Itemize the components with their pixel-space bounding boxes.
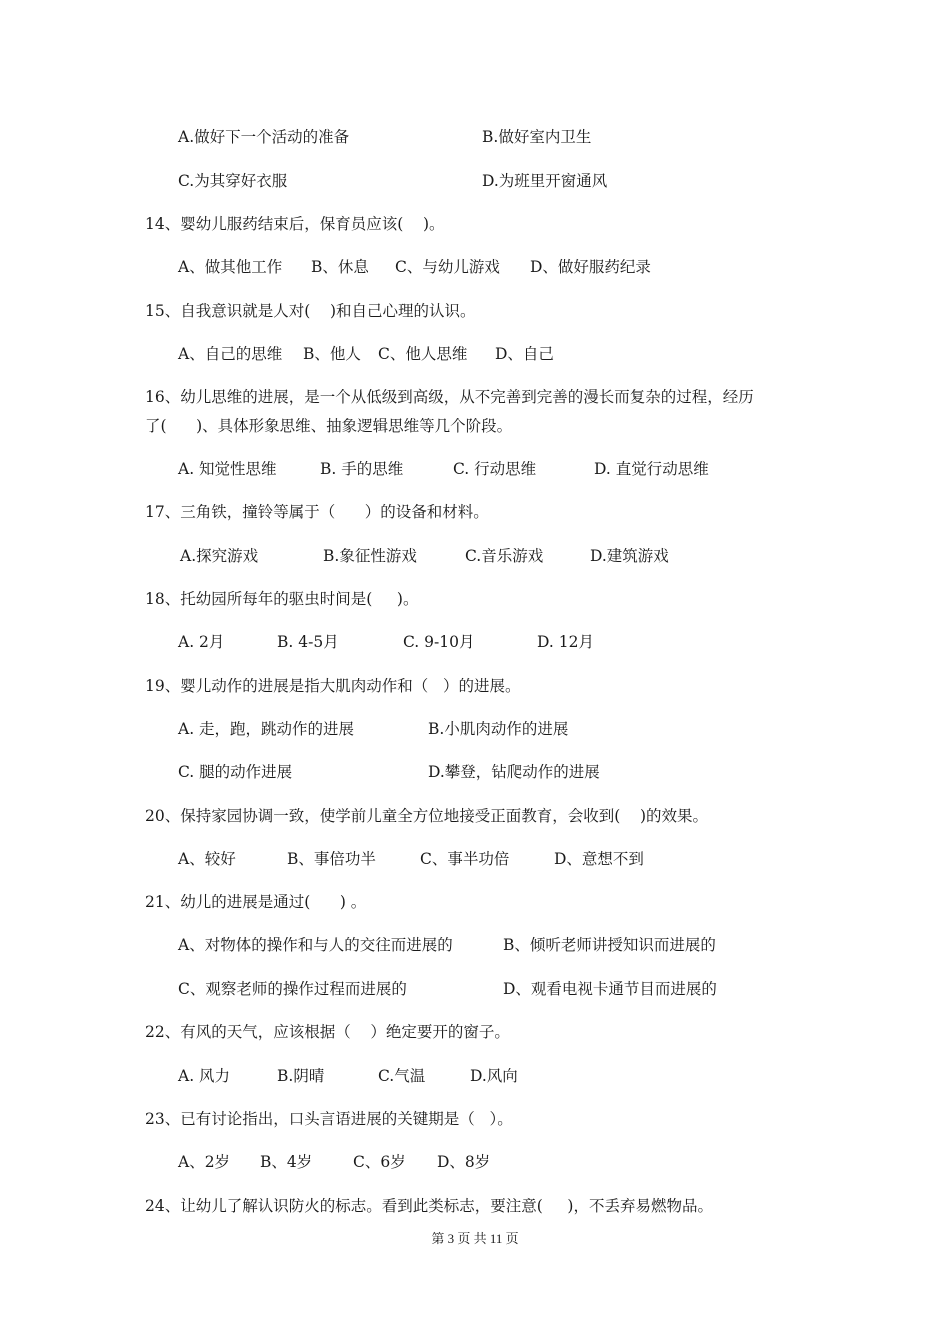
q15-option-d: D、自己 xyxy=(495,345,554,363)
q21-option-d: D、观看电视卡通节目而进展的 xyxy=(503,980,717,998)
page-footer: 第 3 页 共 11 页 xyxy=(431,1231,519,1246)
q16-option-b: B. 手的思维 xyxy=(320,460,404,478)
q18-option-d: D. 12月 xyxy=(537,633,594,651)
q16-option-d: D. 直觉行动思维 xyxy=(594,460,709,478)
q15-option-b: B、他人 xyxy=(303,345,361,363)
q18-option-a: A. 2月 xyxy=(178,633,225,651)
q21-option-b: B、倾听老师讲授知识而进展的 xyxy=(503,936,716,954)
question-18: 18、托幼园所每年的驱虫时间是( )。 xyxy=(145,590,419,608)
q18-option-c: C. 9-10月 xyxy=(403,633,475,651)
q19-option-c: C. 腿的动作进展 xyxy=(178,763,293,781)
q21-option-a: A、对物体的操作和与人的交往而进展的 xyxy=(178,936,453,954)
q22-option-a: A. 风力 xyxy=(178,1067,231,1085)
q22-option-b: B.阴晴 xyxy=(277,1067,325,1085)
q23-option-c: C、6岁 xyxy=(353,1153,406,1171)
q19-option-a: A. 走，跑，跳动作的进展 xyxy=(178,720,355,738)
question-16-line-2: 了( )、具体形象思维、抽象逻辑思维等几个阶段。 xyxy=(145,417,513,435)
q14-option-b: B、休息 xyxy=(311,258,369,276)
q15-option-a: A、自己的思维 xyxy=(178,345,283,363)
q22-option-c: C.气温 xyxy=(378,1067,426,1085)
q23-option-d: D、8岁 xyxy=(437,1153,491,1171)
q15-option-c: C、他人思维 xyxy=(378,345,468,363)
q17-option-d: D.建筑游戏 xyxy=(590,547,669,565)
question-21: 21、幼儿的进展是通过( ) 。 xyxy=(145,893,367,911)
question-20: 20、保持家园协调一致，使学前儿童全方位地接受正面教育，会收到( )的效果。 xyxy=(145,807,709,825)
q16-option-c: C. 行动思维 xyxy=(453,460,537,478)
q17-option-b: B.象征性游戏 xyxy=(323,547,417,565)
q17-option-c: C.音乐游戏 xyxy=(465,547,544,565)
question-16-line-1: 16、幼儿思维的进展，是一个从低级到高级，从不完善到完善的漫长而复杂的过程，经历 xyxy=(145,388,754,406)
q20-option-b: B、事倍功半 xyxy=(287,850,376,868)
q20-option-d: D、意想不到 xyxy=(554,850,644,868)
q23-option-a: A、2岁 xyxy=(178,1153,231,1171)
question-22: 22、有风的天气，应该根据（ ）绝定要开的窗子。 xyxy=(145,1023,510,1041)
question-19: 19、婴儿动作的进展是指大肌肉动作和（ ）的进展。 xyxy=(145,677,521,695)
question-24: 24、让幼儿了解认识防火的标志。看到此类标志，要注意( )，不丢弃易燃物品。 xyxy=(145,1197,713,1215)
q13-option-c: C.为其穿好衣服 xyxy=(178,172,288,190)
question-15: 15、自我意识就是人对( )和自己心理的认识。 xyxy=(145,302,476,320)
q23-option-b: B、4岁 xyxy=(260,1153,313,1171)
q14-option-a: A、做其他工作 xyxy=(178,258,283,276)
q14-option-c: C、与幼儿游戏 xyxy=(395,258,500,276)
q21-option-c: C、观察老师的操作过程而进展的 xyxy=(178,980,407,998)
q13-option-b: B.做好室内卫生 xyxy=(482,128,592,146)
q22-option-d: D.风向 xyxy=(470,1067,518,1085)
question-17: 17、三角铁，撞铃等属于（ ）的设备和材料。 xyxy=(145,503,489,521)
q14-option-d: D、做好服药纪录 xyxy=(530,258,651,276)
q17-option-a: A.探究游戏 xyxy=(180,547,259,565)
q19-option-b: B.小肌肉动作的进展 xyxy=(428,720,569,738)
q20-option-a: A、较好 xyxy=(178,850,236,868)
q18-option-b: B. 4-5月 xyxy=(277,633,339,651)
question-14: 14、婴幼儿服药结束后，保育员应该( )。 xyxy=(145,215,445,233)
q20-option-c: C、事半功倍 xyxy=(420,850,510,868)
q19-option-d: D.攀登，钻爬动作的进展 xyxy=(428,763,600,781)
question-23: 23、已有讨论指出，口头言语进展的关键期是（ ）。 xyxy=(145,1110,513,1128)
q16-option-a: A. 知觉性思维 xyxy=(178,460,277,478)
q13-option-a: A.做好下一个活动的准备 xyxy=(178,128,350,146)
q13-option-d: D.为班里开窗通风 xyxy=(482,172,608,190)
